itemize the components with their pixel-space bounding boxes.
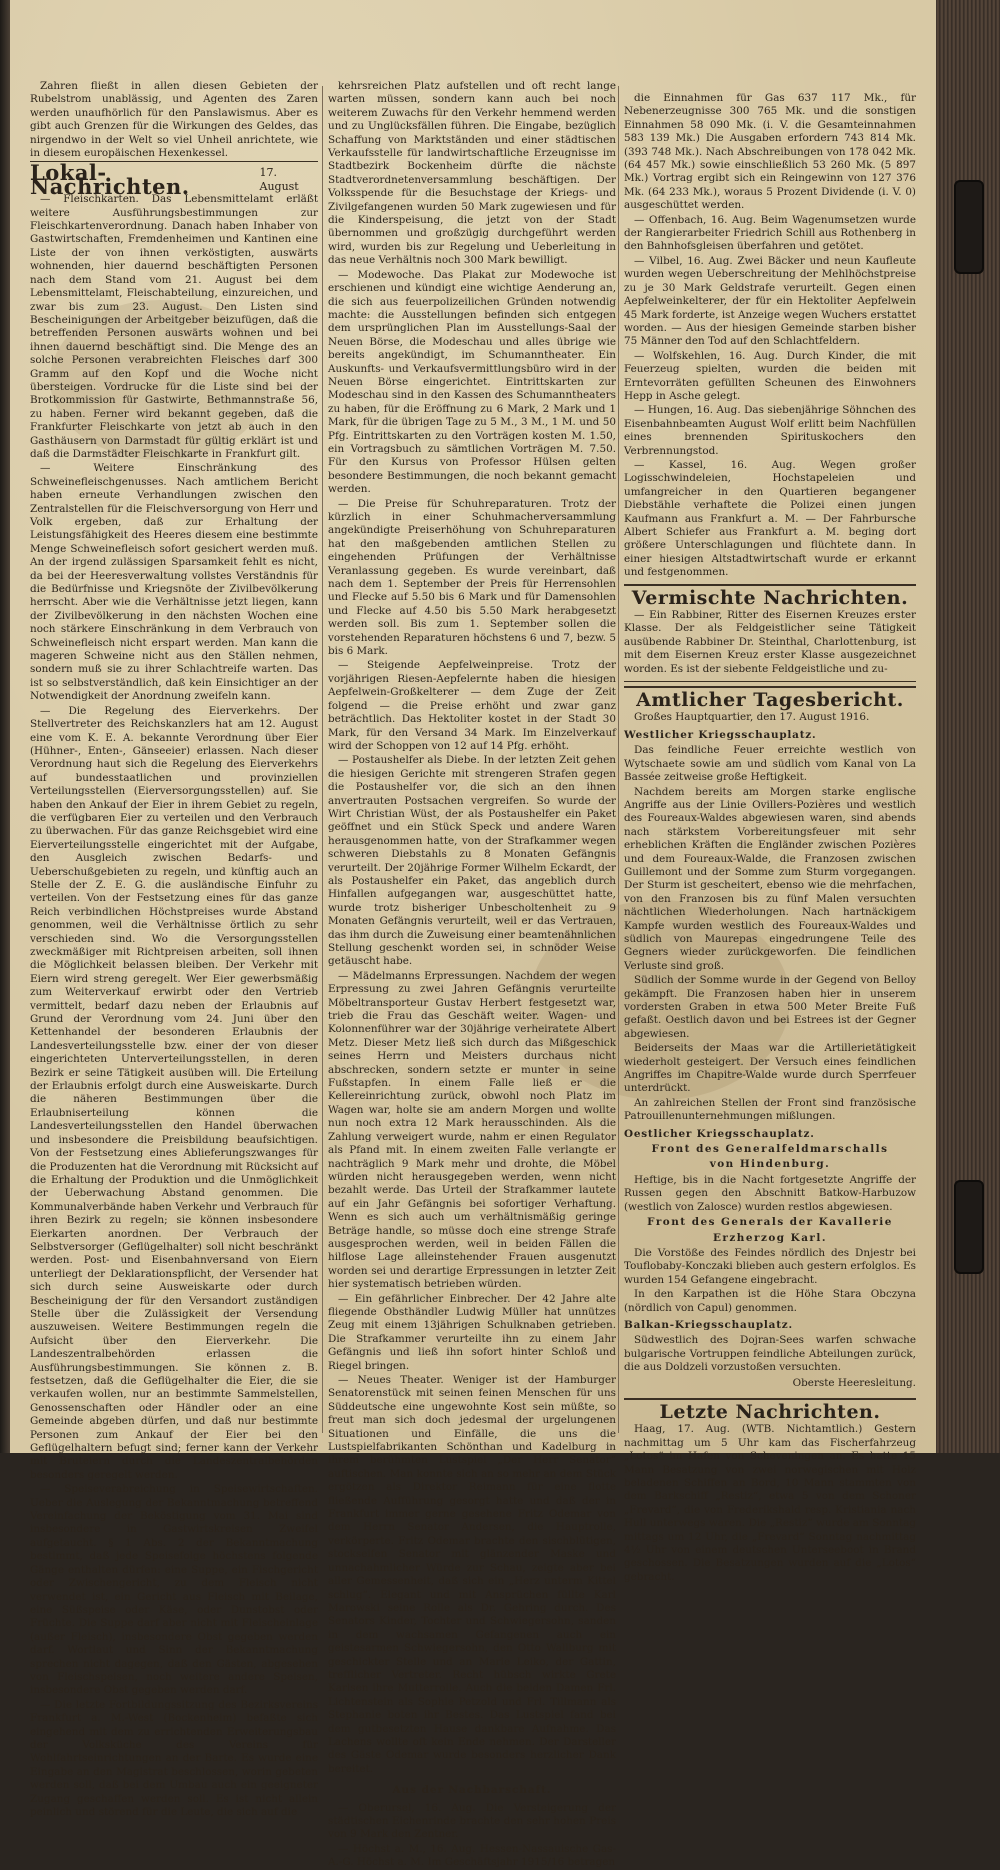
- column-rule: [618, 86, 619, 1433]
- signature: Oberste Heeresleitung.: [792, 1376, 916, 1389]
- section-date: 17. August: [259, 166, 299, 193]
- book-edge-pages: [936, 0, 1000, 1453]
- article-paragraph: — Offenbach, 16. Aug. Beim Wagenumsetzen wurde der Rangierarbeiter Friedrich Schill aus Rothenberg in den Bahnhofsgleisen überfahren und getötet.: [624, 213, 916, 253]
- column-rule: [322, 86, 323, 1433]
- neighborhood-subhead: Aus der Nachbarschaft.: [392, 1784, 552, 1797]
- binding-clip: [954, 180, 984, 274]
- report-paragraph: An zahlreichen Stellen der Front sind französische Patrouillenunternehmungen mißlungen.: [624, 1096, 916, 1123]
- subsection-head: Oestlicher Kriegsschauplatz.: [624, 1127, 815, 1140]
- article-paragraph: — Die Preise für Schuhreparaturen. Trotz der kürzlich in einer Schuhmacherversammlung angekündigte Preiserhöhung von Schuhreparaturen hat den maßgebenden amtlichen Stellen zu eingehenden Prüfungen der Verhältnisse Veranlassung gegeben. Es wurde vereinbart, daß nach dem 1. September der Preis für Herrensohlen und Flecke auf 5.50 bis 6 Mark und für Damensohlen und Flecke auf 4.50 bis 5.50 Mark herabgesetzt werden soll. Bis zum 1. September sollen die vorstehenden Reparaturen höchstens 6 und 7, bezw. 5 bis 6 Mark.: [328, 497, 616, 658]
- article-paragraph: — Mädelmanns Erpressungen. Nachdem der wegen Erpressung zu zwei Jahren Gefängnis verurteilte Möbeltransporteur Gustav Herbert festgesetzt war, trieb die Frau das Geschäft weiter. Wagen- und Kolonnenführer war der 30jährige verheiratete Albert Metz. Dieser Metz ließ sich durch das Mißgeschick seines Herrn und Meisters durchaus nicht abschrecken, sondern setzte er munter in seine Fußstapfen. In einem Falle ließ er die Kellereinrichtung zurück, obwohl noch Platz im Wagen war, holte sie am andern Morgen und wollte nun noch extra 12 Mark herausschinden. Als die Zahlung verweigert wurde, nahm er einen Regulator als Pfand mit. In einem zweiten Falle verlangte er nachträglich 9 Mark mehr und drohte, die Möbel würden nicht herausgegeben werden, wenn nicht bezahlt werde. Das Urteil der Strafkammer lautete auf ein Jahr Gefängnis bei sofortiger Verhaftung. Wenn es sich auch um verhältnismäßig geringe Beträge handle, so müsse doch eine strenge Strafe ausgesprochen werden, weil in beiden Fällen die hilflose Lage alleinstehender Frauen ausgenutzt worden sei und derartige Erpressungen in letzter Zeit hier systematisch betrieben würden.: [328, 969, 616, 1291]
- report-paragraph: In den Karpathen ist die Höhe Stara Obczyna (nördlich von Capul) genommen.: [624, 1288, 916, 1314]
- article-paragraph: — Die Regelung des Eierverkehrs. Der Stellvertreter des Reichskanzlers hat am 12. August eine vom K. E. A. bekannte Verordnung über Eier (Hühner-, Enten-, Gänseeier) erlassen. Nach dieser Verordnung haut sich die Regelung des Eierverkehrs auf bundesstaatlichen und provinziellen Verteilungsstellen (Eierversorgungsstellen) auf. Sie haben den Ankauf der Eier in ihrem Gebiet zu regeln, die verfügbaren Eier zu verteilen und den Verbrauch zu überwachen. Für das ganze Reichsgebiet wird eine Eierverteilungsstelle eingerichtet mit der Aufgabe, den Ausgleich zwischen Bedarfs- und Ueberschußgebieten zu regeln, und künftig auch an Stelle der Z. E. G. die ausländische Einfuhr zu verteilen. Von der Festsetzung eines für das ganze Reich verbindlichen Höchstpreises wurde Abstand genommen, weil die Verhältnisse örtlich zu sehr verschieden sind. Wo die Versorgungsstellen zweckmäßiger mit Richtpreisen arbeiten, soll ihnen die Möglichkeit belassen bleiben. Der Verkehr mit Eiern wird streng geregelt. Wer Eier gewerbsmäßig zum Weiterverkauf erwirbt oder den Vertrieb vermittelt, bedarf dazu neben der Erlaubnis auf Grund der Verordnung vom 24. Juni über den Kettenhandel der besonderen Erlaubnis der Landesverteilungsstelle bzw. einer der von dieser eingerichteten Unterverteilungsstellen, in deren Bezirk er seine Tätigkeit ausüben will. Die Erteilung der Erlaubnis erfolgt durch eine Ausweiskarte. Durch die näheren Bestimmungen über die Erlaubniserteilung können die Landesverteilungsstellen den Handel überwachen und insbesondere die Preisbildung beaufsichtigen. Von der Festsetzung eines Ablieferungszwanges für die Produzenten hat die Verordnung mit Rücksicht auf die Erhaltung der Produktion und die Unmöglichkeit der Ueberwachung Abstand genommen. Die Kommunalverbände haben Verkehr und Verbrauch für ihren Bezirk zu regeln; sie können insbesondere Eierkarten anordnen. Der Verbrauch der Selbstversorger (Geflügelhalter) soll nicht beschränkt werden. Post- und Eisenbahnversand von Eiern unterliegt der Deklarationspflicht, der Versender hat sich durch seine Ausweiskarte oder durch Bescheinigung der für den Versandort zuständigen Stelle über die Zulässigkeit der Versendung auszuweisen. Weitere Bestimmungen regeln die Aufsicht über den Eierverkehr. Die Landeszentralbehörden erlassen die Ausführungsbestimmungen. Sie können z. B. festsetzen, daß die Geflügelhalter die Eier, die sie verkaufen wollen, nur an bestimmte Sammelstellen, Genossenschaften oder Händler oder an eine Gemeinde abgeben dürfen, und daß nur bestimmte Personen zum Ankauf der Eier bei den Geflügelhaltern befugt sind; ferner kann der Verkehr mit Bruteiern durch die Landeszentralbehörden besonders geregelt werden.: [30, 704, 318, 1481]
- subsection-head: Westlicher Kriegsschauplatz.: [624, 728, 817, 741]
- report-paragraph: Heftige, bis in die Nacht fortgesetzte Angriffe der Russen gegen den Abschnitt Batkow-Harbuzow (westlich von Zalosce) wurden restlos abgewiesen.: [624, 1173, 916, 1213]
- article-paragraph: Haag, 17. Aug. (WTB. Nichtamtlich.) Gestern nachmittag um 5 Uhr kam das Fischerfahrzeug „Lotos“ im Hafen von Scheveningen an. Es hatte 15 Mann Besatzung von zwei norwegischen mit Holz beladenen Schiffen an Bord, 10 Mann stammten von dem Barkschiff „Restiz“, etwa 5 von dem Schoner „Frevard“, die von Frederikshald resp. Kristiania nach Hull unterwegs waren. Die „Restiz“ wurde am Sonntag mittags um 12 Uhr, die „Frevard“ Sonntag nachmittag 4½ Uhr von einem deutschen Unterseeboot in Brand geschossen. Die Besatzungen wurden auf die „Lotos“ gebracht.: [624, 1423, 916, 1583]
- report-paragraph: Die Vorstöße des Feindes nördlich des Dnjestr bei Touflobaby-Konczaki blieben auch gestern erfolglos. Es wurden 154 Gefangene eingebracht.: [624, 1246, 916, 1286]
- miscellaneous-news-box: [624, 584, 916, 682]
- latest-news-box: [624, 1398, 916, 1589]
- report-paragraph: Nachdem bereits am Morgen starke englische Angriffe aus der Linie Ovillers-Pozières und westlich des Foureaux-Waldes abgewiesen waren, sind abends nach stärkstem Vorbereitungsfeuer mit sehr erheblichen Kräften die Engländer zwischen Pozières und dem Foureaux-Walde, die Franzosen zwischen Guillemont und der Somme zum Sturm vorgegangen. Der Sturm ist gescheitert, ebenso wie die mehrfachen, von den Franzosen bis zu fünf Malen versuchten nächtlichen Wiederholungen. Nach hartnäckigem Kampfe wurden westlich des Foureaux-Waldes und südlich von Maurepas eingedrungene Teile des Gegners wieder zurückgeworfen. Die feindlichen Verluste sind groß.: [624, 785, 916, 972]
- report-paragraph: Südlich der Somme wurde in der Gegend von Belloy gekämpft. Die Franzosen haben hier in unserem vordersten Graben in etwa 500 Meter Breite Fuß gefaßt. Oestlich davon und bei Estrees ist der Gegner abgewiesen.: [624, 974, 916, 1040]
- article-paragraph: — Postaushelfer als Diebe. In der letzten Zeit gehen die hiesigen Gerichte mit strengeren Strafen gegen die Postaushelfer vor, die sich an den ihnen anvertrauten Postsachen vergreifen. So wurde der Wirt Christian Wüst, der als Postaushelfer ein Paket geöffnet und ein Stück Speck und andere Waren herausgenommen hatte, von der Strafkammer wegen schweren Diebstahls zu 8 Monaten Gefängnis verurteilt. Der 20jährige Former Wilhelm Eckardt, der als Postaushelfer ein Paket, das angeblich durch Hinfallen aufgegangen war, ausgeschüttet hatte, wurde trotz bisheriger Unbescholtenheit zu 9 Monaten Gefängnis verurteilt, weil er das Vertrauen, das ihm durch die Zuweisung einer beamtenähnlichen Stellung geschenkt worden sei, in schnöder Weise getäuscht habe.: [328, 754, 616, 968]
- article-paragraph: — Hungen, 16. Aug. Das siebenjährige Söhnchen des Eisenbahnbeamten August Wolf erlitt beim Nachfüllen eines brennenden Spirituskochers den Verbrennungstod.: [624, 404, 916, 457]
- article-paragraph: — Speiseverabreichung in Speisewirtschaften. Ueber die Auslegung der Bekanntmachung betreffend Vereinfachung der Beköstigung vom 31. Mai sind insbesondere in Gastwirtskreisen Zweifel aufgetaucht. § 1 Abs. 2 der Bekanntmachung bestimmt, daß jede Speisefolge höchstens folgende Gänge enthalten dürfen: eine Suppe, ein Fischgericht oder Zwischengericht, zu dem Fleisch nicht verwendet ist, ein Gericht aus Fleisch mit Beilage, eine Süßspeise oder Käse, oder Dunstobst oder Früchte. Die Suppe darf aber nicht mit Fleischeinlage (außer Fleisch), insbesondere Obst gegeben werden darf. Wortlaut und Sinn der Bekanntmachung sprechen nicht dagegen, daß den Gästen, abgesehen von Fleischspeisen, noch weitere andere Speisen, insbesondere Obst gegeben werden darf.: [30, 1483, 318, 1697]
- front-heading: Front des Generalfeldmarschalls: [651, 1143, 889, 1156]
- article-paragraph: — Ein Rabbiner, Ritter des Eisernen Kreuzes erster Klasse. Der als Feldgeistlicher seine Tätigkeit ausübende Rabbiner Dr. Steinthal, Charlottenburg, ist mit dem Eisernen Kreuz erster Klasse ausgezeichnet worden. Es ist der siebente Feldgeistliche und zu-: [624, 609, 916, 675]
- article-paragraph: kehrsreichen Platz aufstellen und oft recht lange warten müssen, sondern kann auch bei noch weiterem Zuwachs für den Verkehr hemmend werden und zu Unglücksfällen führen. Die Eingabe, bezüglich Schaffung von Marktständen und einer städtischen Verkaufsstelle für landwirtschaftliche Erzeugnisse im Stadtbezirk Bockenheim dürfte die nächste Stadtverordnetenversammlung beschäftigen. Der Volksspende für die Besuchstage der Kriegs- und Zivilgefangenen wurden 50 Mark zugewiesen und für die Kinderspeisung, die jetzt von der Stadt übernommen und großzügig durchgeführt werden wird, wurden bis zur Regelung und Ueberleitung in das neue Verhältnis noch 300 Mark bewilligt.: [328, 80, 616, 267]
- report-paragraph: Beiderseits der Maas war die Artillerietätigkeit wiederholt gesteigert. Der Versuch eines feindlichen Angriffes im Chapitre-Walde wurde durch Sperrfeuer unterdrückt.: [624, 1042, 916, 1095]
- article-paragraph: — Ein gefährlicher Einbrecher. Der 42 Jahre alte fliegende Obsthändler Ludwig Müller hat unnützes Zeug mit einem 13jährigen Schulknaben getrieben. Die Strafkammer verurteilte ihn zu einem Jahr Gefängnis und ließ ihn sofort hinter Schloß und Riegel bringen.: [328, 1292, 616, 1372]
- local-news-header: [30, 160, 318, 199]
- column-3: [624, 92, 916, 1583]
- official-report-box: [624, 686, 916, 1394]
- front-heading: von Hindenburg.: [709, 1158, 831, 1171]
- report-paragraph: Das feindliche Feuer erreichte westlich von Wytschaete sowie am und südlich vom Kanal von La Bassée zeitweise große Heftigkeit.: [624, 744, 916, 784]
- section-title: Lokal-Nachrichten.: [30, 160, 190, 199]
- article-paragraph: — Die letzte Fortbildungssitzung des Bezirksvereins Frankfurt a. M.-West (Bockenheim) befaßte sich eingehend mit dem zu errichtenden Erweiterungsbau der Volksküche des Vereins für Wohlfahrtseinrichtungen an der Barte. Es wurde eine Eingabe an den Magistrat beschlossen, worin gebeten werden soll, daß bei dem Umbau auch ein geeigneter Zugang geschaffen werden soll. Es ist nicht allein peinlich und störend für die Leute, die sich auf die: [30, 1698, 318, 1818]
- article-paragraph: — Modewoche. Das Plakat zur Modewoche ist erschienen und kündigt eine wichtige Aenderung an, die sich aus feuerpolizeilichen Gründen notwendig machte: die Ausstellungen befinden sich entgegen dem ursprünglichen Plan im Ausstellungs-Saal der Neuen Börse, die Modeschau und alles übrige wie bereits angekündigt, im Schumanntheater. Ein Auskunfts- und Verkaufsvermittlungsbüro wird in der Neuen Börse eingerichtet. Eintrittskarten zur Modeschau sind in den Kassen des Schumanntheaters zu haben, für die Eröffnung zu 6 Mark, 2 Mark und 1 Mark, für die übrigen Tage zu 5 M., 3 M., 1 M. und 50 Pfg. Eintrittskarten zu den Vorträgen kosten M. 1.50, ein Vortragsbuch zu sämtlichen Vorträgen M. 7.50. Für den Kursus von Professor Hülsen gelten besondere Bestimmungen, die noch bekannt gemacht werden.: [328, 268, 616, 496]
- subsection-head: Balkan-Kriegsschauplatz.: [624, 1318, 793, 1331]
- article-paragraph: — Steigende Aepfelweinpreise. Trotz der vorjährigen Riesen-Aepfelernte haben die hiesigen Aepfelwein-Großkelterer — dem Zuge der Zeit folgend — die Preise erhöht und zwar ganz beträchtlich. Das Hektoliter kostet in der Stadt 30 Mark, für den Versand 34 Mark. Im Einzelverkauf wird der Schoppen von 12 auf 14 Pfg. erhöht.: [328, 659, 616, 752]
- article-paragraph: — Oberursel, 16. Aug. Die Versteigerung der städtischen Eichenrinde brachte den sehr hohen Preis von 9 Mark den Zentner.: [328, 1801, 616, 1841]
- article-paragraph: — Vilbel, 16. Aug. Zwei Bäcker und neun Kaufleute wurden wegen Ueberschreitung der Mehlhöchstpreise zu je 30 Mark Geldstrafe verurteilt. Gegen einen Aepfelweinkelterer, der für ein Hektoliter Aepfelwein 45 Mark forderte, ist Anzeige wegen Wuchers erstattet worden. — Aus der hiesigen Gemeinde starben bisher 75 Männer den Tod auf den Schlachtfeldern.: [624, 254, 916, 348]
- section-title: Vermischte Nachrichten.: [631, 586, 909, 609]
- article-paragraph: die Einnahmen für Gas 637 117 Mk., für Nebenerzeugnisse 300 765 Mk. und die sonstigen Einnahmen 58 090 Mk. (i. V. die Gesamteinnahmen 583 139 Mk.) Die Ausgaben erfordern 743 814 Mk. (393 748 Mk.). Nach Abschreibungen von 178 042 Mk. (64 457 Mk.) sowie einschließlich 53 260 Mk. (5 897 Mk.) Vortrag ergibt sich ein Reingewinn von 127 376 Mk. (64 233 Mk.), woraus 5 Prozent Dividende (i. V. 0) ausgeschüttet werden.: [624, 92, 916, 212]
- book-binding-left: [0, 0, 10, 1453]
- binding-clip: [954, 1180, 984, 1274]
- dateline: Großes Hauptquartier, den 17. August 1916.: [634, 711, 870, 724]
- article-paragraph: — Wolfskehlen, 16. Aug. Durch Kinder, die mit Feuerzeug spielten, wurden die beiden mit Erntevorräten gefüllten Scheunen des Einwohners Hepp in Asche gelegt.: [624, 349, 916, 402]
- front-heading: Front des Generals der Kavallerie: [647, 1216, 893, 1229]
- article-paragraph: — Höchst a. M., 16. Aug. Hessen-Nassauische Gas-A.-G. Höchst a. M. Im Geschäftsjahr 1915/16 betragen: [328, 1842, 616, 1869]
- section-title: Amtlicher Tagesbericht.: [636, 689, 904, 712]
- report-paragraph: Südwestlich des Dojran-Sees warfen schwache bulgarische Vortruppen feindliche Abteilungen zurück, die aus Doldzeli vorzustoßen versuchten.: [624, 1334, 916, 1374]
- section-title: Letzte Nachrichten.: [659, 1400, 881, 1423]
- article-paragraph: — Weitere Einschränkung des Schweinefleischgenusses. Nach amtlichem Bericht haben erneute Verhandlungen zwischen den Zentralstellen für die Fleischversorgung von Herr und Volk ergeben, daß zur Erhaltung der Leistungsfähigkeit des Heeres diesem eine bestimmte Menge Schweinefleisch sofort gesichert werden muß. An der irgend zulässigen Sparsamkeit fehlt es nicht, da bei der Heeresverwaltung vollstes Verständnis für die Bedürfnisse und Kriegsnöte der Zivilbevölkerung herrscht. Aber wie die Verhältnisse jetzt liegen, kann der Zivilbevölkerung in den nächsten Wochen eine noch stärkere Einschränkung in dem Verbrauch von Schweinefleisch nicht erspart werden. Man kann die mageren Schweine nicht aus den Ställen nehmen, sondern muß sie zu ihrer Schlachtreife warten. Das ist so selbstverständlich, daß kein Einsichtiger an der Notwendigkeit der Anordnung zweifeln kann.: [30, 462, 318, 703]
- column-1: [30, 80, 318, 1818]
- front-heading: Erzherzog Karl.: [713, 1231, 827, 1244]
- article-paragraph: — Kassel, 16. Aug. Wegen großer Logisschwindeleien, Hochstapeleien und umfangreicher in den Quartieren begangener Diebstähle verhaftete die Polizei einen jungen Kaufmann aus Frankfurt a. M. — Der Fahrbursche Albert Schiefer aus Frankfurt a. M. beging dort größere Unterschlagungen und flüchtete dann. In einer hiesigen Altstadtwirtschaft wurde er erkannt und festgenommen.: [624, 458, 916, 579]
- newspaper-page: [10, 0, 936, 1869]
- article-paragraph: — Fleischkarten. Das Lebensmittelamt erläßt weitere Ausführungsbestimmungen zur Fleischkartenverordnung. Danach haben Inhaber von Gastwirtschaften, Fremdenheimen und Kantinen eine Liste der von ihnen verköstigten, auswärts wohnenden, hier dauernd beschäftigten Personen nach dem Stand vom 21. August bei dem Lebensmittelamt, Fleischabteilung, einzureichen, und zwar bis zum 23. August. Den Listen sind Bescheinigungen der Arbeitgeber beizufügen, daß die betreffenden Personen auswärts wohnen und bei ihnen dauernd beschäftigt sind. Die Menge des an solche Personen verabreichten Fleisches darf 300 Gramm auf den Kopf und die Woche nicht übersteigen. Vordrucke für die Liste sind bei der Brotkommission für Gastwirte, Bethmannstraße 56, zu haben. Ferner wird bekannt gegeben, daß die Frankfurter Fleischkarte von jetzt ab auch in den Gasthäusern von Darmstadt für gültig erklärt ist und daß die Darmstädter Fleischkarte in Frankfurt gilt.: [30, 193, 318, 460]
- intro-paragraph: Zahren fließt in allen diesen Gebieten der Rubelstrom unablässig, und Agenten des Zaren werden unaufhörlich für den Panslawismus. Aber es gibt auch Grenzen für die Wirkungen des Geldes, das nirgendwo in der Welt so viel Unheil anrichtete, wie in diesem europäischen Hexenkessel.: [30, 80, 318, 160]
- column-2: [328, 80, 616, 1869]
- article-paragraph: — Neues Theater. Weniger ist der Hamburger Senatorenstück mit seinen feinen Menschen für uns Süddeutsche eine ungewohnte Kost sein müßte, so freut man sich doch jedesmal der urgelungenen Situationen und Einfälle, die uns die Lustspielfabrikanten Schönthan und Kadelburg in ihrem berühmten Lustspiel „Der Herr Senator“ auftischen. Man konnte sich an so mehr an dem Stück ergötzen als Direktor Reimann für eine flotte fließende Aufführung gesorgt hatte und daß der in Frankfurt immer gerne gesehene Fritz Odemar von dem Herrn Senator Andersen, die Hauptrolle, verkörperte. Fritz Odemar brachte den sischblütigen, stockseifen Senator mit glänzender Maske und unnachahmlicher Würde zur Schau, zeigte aber bei aller Gemessenheit, daß sich ein „Herz unterm Kittel schlug“. Elegant und mit Ansprüchen füllte Karl Marowski seine Rolle als Dr. Gehring durch. Des Senators Kinder, Tochter und Schwiegersohn, sanden in dem wachsamen Gefangenen auch ein geistesarmen Schwiegersohn, den Otto Wallburg mit geschickter Stelle und an Marie Leiko, der Gattin, trefflicher Vertreter. Recht hübsch wirkte Grete Karlsen ihre Mutterrolle. Auch die beiden Damen Frl. Lichtenstein als Sophie Petzold und Frl. Tillmann als Stephanie boten ihr Bestes. Das Lustspiel fand bei dem gutbesetzten Hause dankbare Aufnahme. Das Lachens wollte oft kein Ende nehmen. Der Darsteller des Gäste Odemar wurde besonders herzlicher Dank bereitet.: [328, 1374, 616, 1775]
